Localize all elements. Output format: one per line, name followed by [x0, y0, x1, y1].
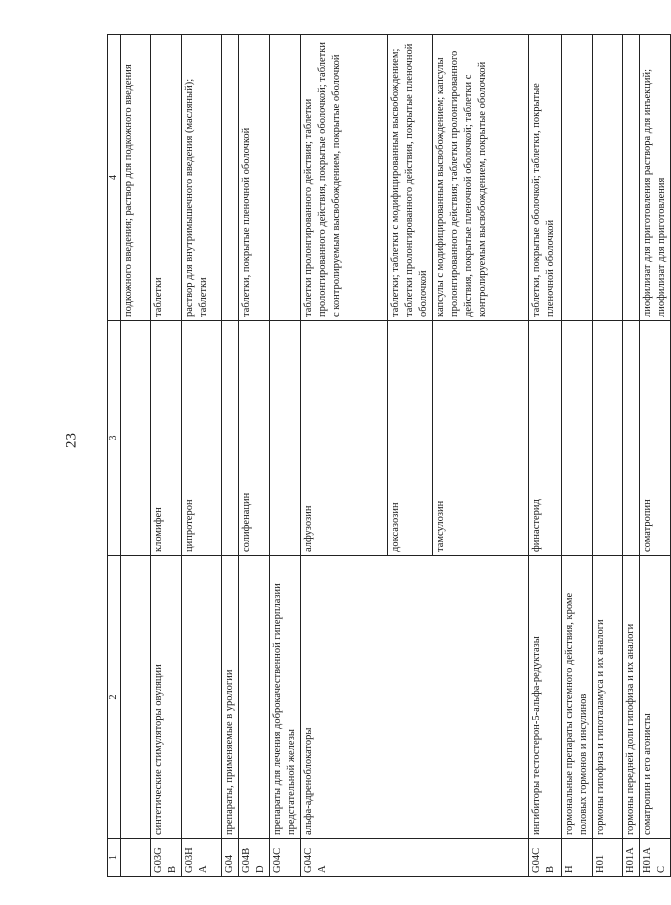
col-header-3: 3 — [108, 321, 121, 556]
dosage-form: таблетки пролонгированного действия; таблетки пролонгированного действия, покрытые оболочкой; таблетки с контролируемым высвобождением, покрытые оболочкой — [301, 35, 388, 321]
dosage-form: таблетки, покрытые пленочной оболочкой — [239, 35, 270, 321]
table-row — [151, 35, 182, 877]
header-row — [108, 35, 121, 877]
dosage-form: раствор для внутримышечного введения (масляный); таблетки — [182, 35, 222, 321]
dosage-form: лиофилизат для приготовления раствора для инъекций; лиофилизат для приготовления — [640, 35, 671, 321]
group-name: гормоны передней доли гипофиза и их аналоги — [623, 556, 640, 839]
dosage-form — [562, 35, 593, 321]
drug-name: соматропин — [640, 321, 671, 556]
dosage-form — [270, 35, 301, 321]
drug-name: кломифен — [151, 321, 182, 556]
table-row — [593, 35, 623, 877]
group-name: гормоны гипофиза и гипоталамуса и их аналоги — [593, 556, 623, 839]
drug-name — [270, 321, 301, 556]
atc-code: G04BD — [239, 839, 270, 877]
dosage-form: таблетки; таблетки с модифицированным высвобождением; таблетки пролонгированного действия, покрытые пленочной оболочкой — [388, 35, 433, 321]
drug-name — [593, 321, 623, 556]
group-name: синтетические стимуляторы овуляции — [151, 556, 182, 839]
col-header-1: 1 — [108, 839, 121, 877]
atc-code: G04CA — [301, 839, 529, 877]
table-row — [270, 35, 301, 877]
drug-name — [121, 321, 151, 556]
group-name — [121, 556, 151, 839]
col-header-2: 2 — [108, 556, 121, 839]
table-row — [301, 35, 388, 877]
group-name: препараты, применяемые в урологии — [222, 556, 239, 839]
atc-code: G04C — [270, 839, 301, 877]
drug-name — [562, 321, 593, 556]
dosage-form: подкожного введения; раствор для подкожного введения — [121, 35, 151, 321]
drug-table — [107, 34, 671, 877]
dosage-form: таблетки — [151, 35, 182, 321]
atc-code: G03GB — [151, 839, 182, 877]
dosage-form — [623, 35, 640, 321]
table-row — [182, 35, 222, 877]
dosage-form: таблетки, покрытые оболочкой; таблетки, покрытые пленочной оболочкой — [529, 35, 562, 321]
drug-name: тамсулозин — [433, 321, 529, 556]
drug-name — [623, 321, 640, 556]
drug-name: финастерид — [529, 321, 562, 556]
drug-name: доксазозин — [388, 321, 433, 556]
group-name: ингибиторы тестостерон-5-альфа-редуктазы — [529, 556, 562, 839]
group-name: альфа-адреноблокаторы — [301, 556, 529, 839]
table-row — [239, 35, 270, 877]
group-name: соматропин и его агонисты — [640, 556, 671, 839]
group-name — [182, 556, 222, 839]
atc-code: H01A — [623, 839, 640, 877]
dosage-form — [222, 35, 239, 321]
drug-name — [222, 321, 239, 556]
atc-code: G04CB — [529, 839, 562, 877]
atc-code: H01 — [593, 839, 623, 877]
atc-code — [121, 839, 151, 877]
table-row — [640, 35, 671, 877]
dosage-form — [593, 35, 623, 321]
drug-name: алфузозин — [301, 321, 388, 556]
table-row — [121, 35, 151, 877]
atc-code: G03HA — [182, 839, 222, 877]
table-row — [529, 35, 562, 877]
atc-code: H01AC — [640, 839, 671, 877]
rotated-table-container — [107, 35, 667, 877]
dosage-form: капсулы с модифицированным высвобождением; капсулы пролонгированного действия; таблетки пролонгированного действия, покрытые пленочной оболочкой; таблетки с контролируемым высвобождением, покрытые оболочкой — [433, 35, 529, 321]
atc-code: G04 — [222, 839, 239, 877]
group-name: гормональные препараты системного действия, кроме половых гормонов и инсулинов — [562, 556, 593, 839]
col-header-4: 4 — [108, 35, 121, 321]
atc-code: H — [562, 839, 593, 877]
drug-name: ципротерон — [182, 321, 222, 556]
table-row — [623, 35, 640, 877]
table-row — [562, 35, 593, 877]
group-name: препараты для лечения доброкачественной гиперплазии предстательной железы — [270, 556, 301, 839]
group-name — [239, 556, 270, 839]
page-number: 23 — [63, 433, 80, 448]
table-row — [222, 35, 239, 877]
drug-name: солифенацин — [239, 321, 270, 556]
